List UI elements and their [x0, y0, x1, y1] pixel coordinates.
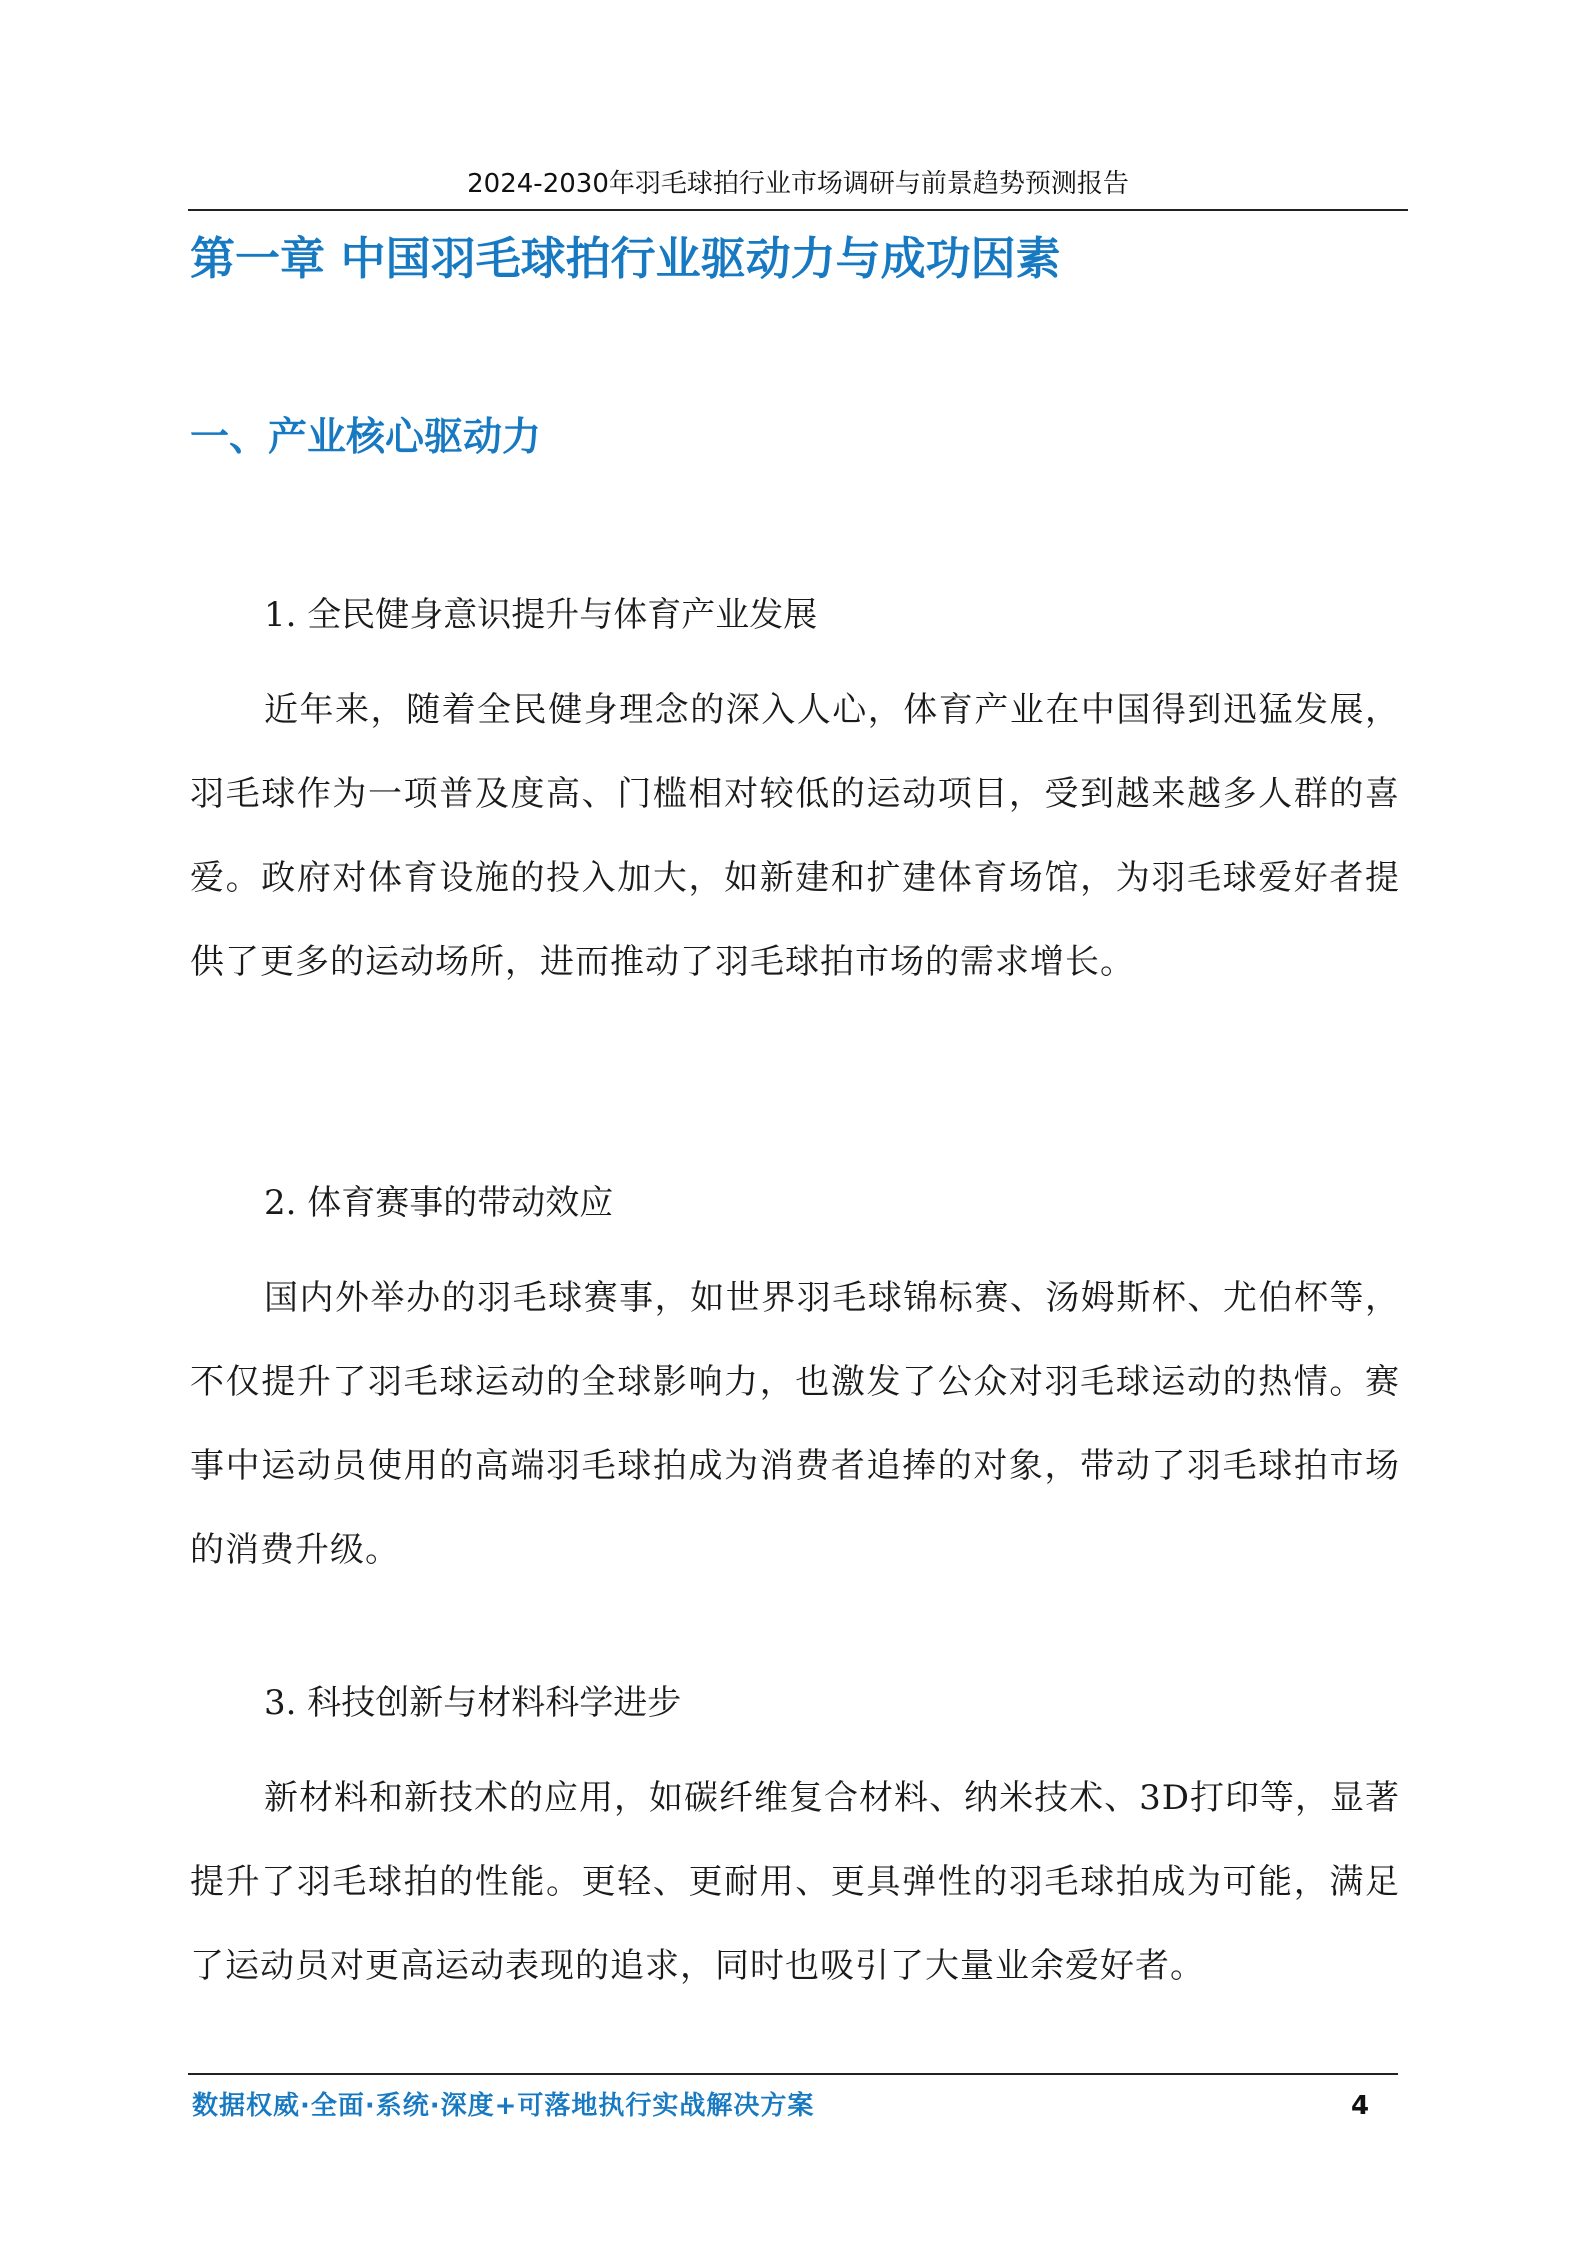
subsection-heading: 1. 全民健身意识提升与体育产业发展 — [264, 595, 818, 635]
page-header-title: 2024-2030年羽毛球拍行业市场调研与前景趋势预测报告 — [467, 169, 1129, 199]
subsection-1 — [190, 586, 1400, 1004]
subsection-paragraph: 近年来，随着全民健身理念的深入人心，体育产业在中国得到迅猛发展，羽毛球作为一项普及度高、门槛相对较低的运动项目，受到越来越多人群的喜爱。政府对体育设施的投入加大，如新建和扩建体育场馆，为羽毛球爱好者提供了更多的运动场所，进而推动了羽毛球拍市场的需求增长。 — [190, 690, 1400, 982]
subsection-3 — [190, 1674, 1400, 2008]
subsection-heading: 2. 体育赛事的带动效应 — [264, 1183, 614, 1223]
section-title: 一、产业核心驱动力 — [190, 415, 542, 460]
page-number: 4 — [1350, 2091, 1370, 2121]
subsection-paragraph: 新材料和新技术的应用，如碳纤维复合材料、纳米技术、3D打印等，显著提升了羽毛球拍的性能。更轻、更耐用、更具弹性的羽毛球拍成为可能，满足了运动员对更高运动表现的追求，同时也吸引了大量业余爱好者。 — [190, 1778, 1400, 1986]
subsection-paragraph: 国内外举办的羽毛球赛事，如世界羽毛球锦标赛、汤姆斯杯、尤伯杯等，不仅提升了羽毛球运动的全球影响力，也激发了公众对羽毛球运动的热情。赛事中运动员使用的高端羽毛球拍成为消费者追捧的对象，带动了羽毛球拍市场的消费升级。 — [190, 1278, 1400, 1570]
subsection-heading: 3. 科技创新与材料科学进步 — [264, 1683, 682, 1723]
subsection-2 — [190, 1174, 1400, 1592]
header-divider — [188, 209, 1408, 211]
chapter-title: 第一章 中国羽毛球拍行业驱动力与成功因素 — [190, 232, 1061, 285]
footer-divider — [188, 2073, 1398, 2075]
footer-slogan: 数据权威·全面·系统·深度+可落地执行实战解决方案 — [192, 2091, 815, 2121]
